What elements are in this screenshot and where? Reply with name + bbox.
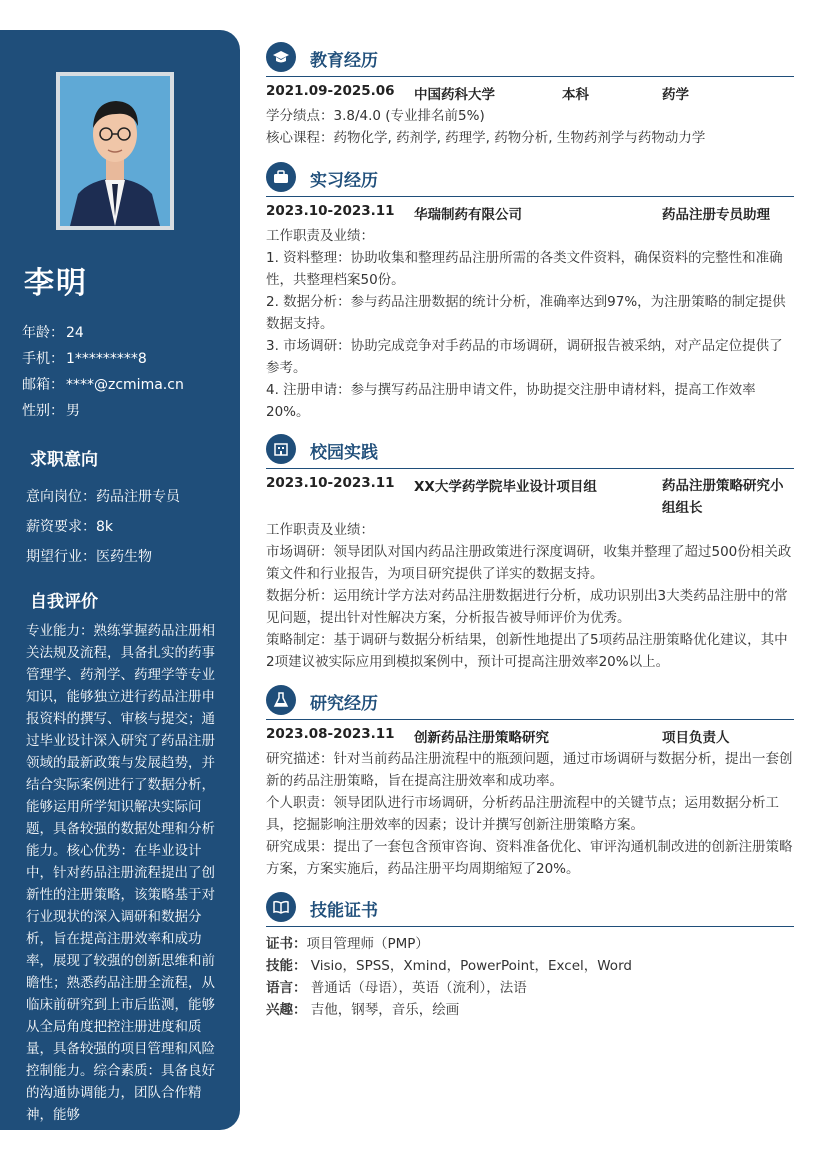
research-header [266, 685, 794, 720]
self-eval-text: 专业能力：熟练掌握药品注册相关法规及流程，具备扎实的药事管理学、药剂学、药理学等专业知识，能够独立进行药品注册申报资料的撰写、审核与提交；通过毕业设计深入研究了药品注册领域的最新政策与发展趋势，并结合实际案例进行了数据分析，能够运用所学知识解决实际问题，具备较强的数据处理和分析能力。核心优势：在毕业设计中，针对药品注册流程提出了创新性的注册策略，该策略基于对行业现状的深入调研和数据分析，旨在提高注册效率和成功率，展现了较强的创新思维和前瞻性；熟悉药品注册全流程，从临床前研究到上市后监测，能够从全局角度把控注册进度和质量，具备较强的项目管理和风险控制能力。综合素质：具备良好的沟通协调能力，团队合作精神，能够 [26, 623, 215, 1123]
campus-period: 2023.10-2023.11 [266, 475, 395, 491]
profile-photo [56, 72, 174, 230]
intent-position: 意向岗位：药品注册专员 [26, 489, 180, 505]
education-degree: 本科 [562, 87, 589, 103]
intent-title: 求职意向 [30, 450, 98, 470]
skills-header [266, 892, 794, 927]
skill-interests: 兴趣： 吉他，钢琴，音乐，绘画 [266, 1002, 460, 1018]
campus-title: 校园实践 [310, 443, 378, 463]
internship-intro: 工作职责及业绩： [266, 228, 374, 244]
sidebar [0, 30, 240, 1130]
internship-section [266, 162, 794, 423]
research-line: 研究成果：提出了一套包含预审咨询、资料准备优化、审评沟通机制改进的创新注册策略方案，方案实施后，药品注册平均周期缩短了20%。 [266, 839, 793, 877]
research-line: 研究描述：针对当前药品注册流程中的瓶颈问题，通过市场调研与数据分析，提出一套创新的药品注册策略，旨在提高注册效率和成功率。 [266, 751, 793, 789]
info-gender: 性别： 男 [22, 403, 80, 419]
campus-section [266, 434, 794, 673]
research-role: 项目负责人 [662, 730, 730, 746]
campus-line: 策略制定：基于调研与数据分析结果，创新性地提出了5项药品注册策略优化建议，其中2项建议被实际应用到模拟案例中，预计可提高注册效率20%以上。 [266, 632, 788, 670]
skills-section [266, 892, 794, 1021]
skill-tools: 技能： Visio，SPSS，Xmind，PowerPoint，Excel，Word [266, 958, 632, 974]
info-age: 年龄： 24 [22, 325, 84, 341]
education-title: 教育经历 [310, 51, 378, 71]
campus-role: 药品注册策略研究小组组长 [662, 478, 784, 516]
education-school: 中国药科大学 [414, 87, 495, 103]
education-major: 药学 [662, 87, 689, 103]
research-section [266, 685, 794, 880]
campus-line: 市场调研：领导团队对国内药品注册政策进行深度调研，收集并整理了超过500份相关政策文件和行业报告，为项目研究提供了详实的数据支持。 [266, 544, 792, 582]
internship-line: 4. 注册申请：参与撰写药品注册申请文件，协助提交注册申请材料，提高工作效率20%。 [266, 382, 756, 420]
graduation-cap-icon [266, 42, 296, 72]
research-project: 创新药品注册策略研究 [414, 730, 549, 746]
research-period: 2023.08-2023.11 [266, 726, 395, 742]
book-icon [266, 892, 296, 922]
personal-info [22, 320, 184, 424]
building-icon [266, 434, 296, 464]
briefcase-icon [266, 162, 296, 192]
internship-company: 华瑞制药有限公司 [414, 207, 522, 223]
internship-line: 3. 市场调研：协助完成竞争对手药品的市场调研，调研报告被采纳，对产品定位提供了参考。 [266, 338, 783, 376]
research-title: 研究经历 [310, 694, 378, 714]
info-phone: 手机： 1*********8 [22, 351, 147, 367]
education-row [266, 83, 794, 105]
intent-list [26, 482, 180, 572]
research-row [266, 726, 794, 748]
campus-org: XX大学药学院毕业设计项目组 [414, 479, 597, 495]
internship-period: 2023.10-2023.11 [266, 203, 395, 219]
internship-header [266, 162, 794, 197]
skills-title: 技能证书 [310, 901, 378, 921]
internship-title: 实习经历 [310, 171, 378, 191]
education-gpa: 学分绩点：3.8/4.0 (专业排名前5%) [266, 108, 485, 124]
flask-icon [266, 685, 296, 715]
campus-header [266, 434, 794, 469]
intent-salary: 薪资要求：8k [26, 519, 114, 535]
education-courses: 核心课程：药物化学, 药剂学, 药理学, 药物分析, 生物药剂学与药物动力学 [266, 130, 706, 146]
info-email: 邮箱： ****@zcmima.cn [22, 377, 184, 393]
internship-role: 药品注册专员助理 [662, 207, 770, 223]
education-header [266, 42, 794, 77]
research-line: 个人职责：领导团队进行市场调研，分析药品注册流程中的关键节点；运用数据分析工具，挖掘影响注册效率的因素；设计并撰写创新注册策略方案。 [266, 795, 779, 833]
internship-row [266, 203, 794, 225]
skill-certificate: 证书：项目管理师（PMP） [266, 936, 429, 952]
internship-line: 2. 数据分析：参与药品注册数据的统计分析，准确率达到97%，为注册策略的制定提供数据支持。 [266, 294, 786, 332]
self-eval-title: 自我评价 [30, 592, 98, 612]
campus-line: 数据分析：运用统计学方法对药品注册数据进行分析，成功识别出3大类药品注册中的常见问题，提出针对性解决方案，分析报告被导师评价为优秀。 [266, 588, 788, 626]
campus-row [266, 475, 794, 519]
skill-languages: 语言： 普通话（母语），英语（流利），法语 [266, 980, 527, 996]
internship-line: 1. 资料整理：协助收集和整理药品注册所需的各类文件资料，确保资料的完整性和准确性，共整理档案50份。 [266, 250, 783, 288]
education-section [266, 42, 794, 149]
candidate-name: 李明 [24, 266, 88, 301]
campus-intro: 工作职责及业绩： [266, 522, 374, 538]
intent-industry: 期望行业：医药生物 [26, 549, 152, 565]
education-period: 2021.09-2025.06 [266, 83, 395, 99]
